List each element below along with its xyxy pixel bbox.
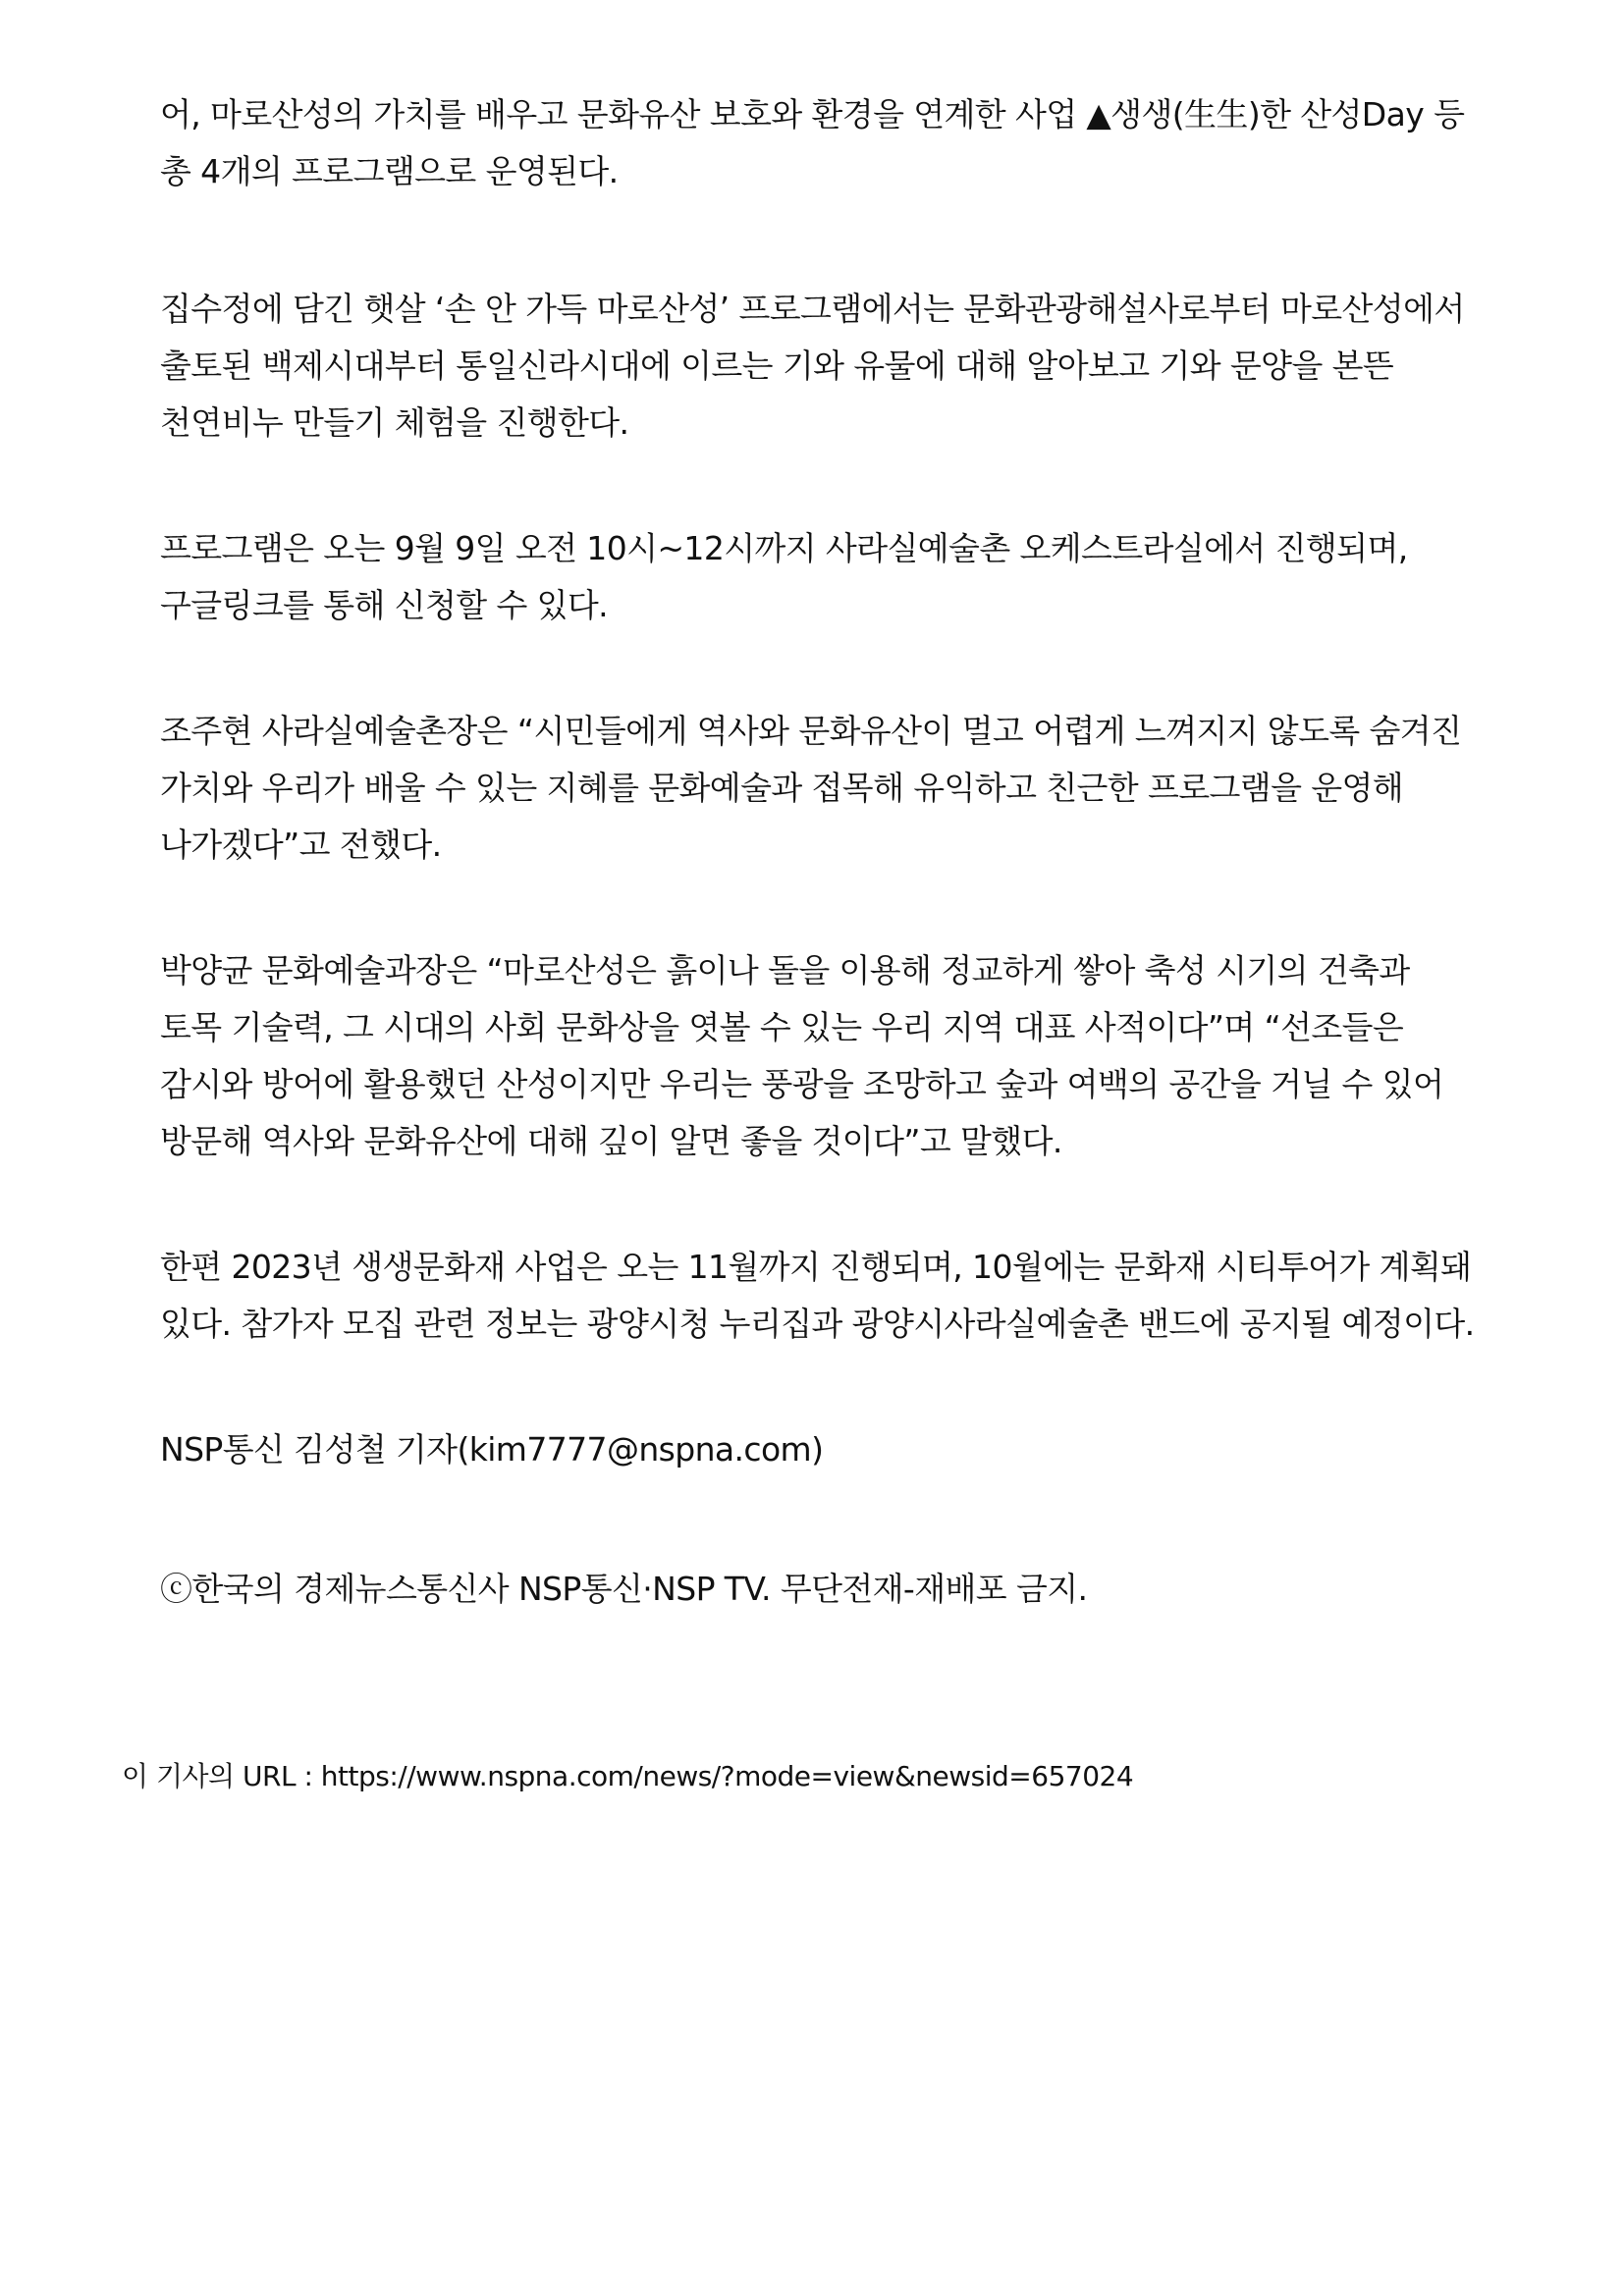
reporter-byline: NSP통신 김성철 기자(kim7777@nspna.com) <box>160 1430 824 1468</box>
url-label: 이 기사의 URL : <box>122 1760 313 1792</box>
article-paragraph: 프로그램은 오는 9월 9일 오전 10시~12시까지 사라실예술촌 오케스트라실에서 진행되며, 구글링크를 통해 신청할 수 있다. <box>160 529 1408 624</box>
article-paragraph: 박양균 문화예술과장은 “마로산성은 흙이나 돌을 이용해 정교하게 쌓아 축성 시기의 건축과 토목 기술력, 그 시대의 사회 문화상을 엿볼 수 있는 우리 지역 대표 사적이다”며 “선조들은 감시와 방어에 활용했던 산성이지만 우리는 풍광을 조망하고 숲과 여백의 공간을 거닐 수 있어 방문해 역사와 문화유산에 대해 깊이 알면 좋을 것이다”고 말했다. <box>160 951 1444 1160</box>
copyright-notice: ⓒ한국의 경제뉴스통신사 NSP통신·NSP TV. 무단전재-재배포 금지. <box>160 1570 1088 1608</box>
article-paragraph: 한편 2023년 생생문화재 사업은 오는 11월까지 진행되며, 10월에는 문화재 시티투어가 계획돼 있다. 참가자 모집 관련 정보는 광양시청 누리집과 광양시사라실예술촌 밴드에 공지될 예정이다. <box>160 1248 1475 1343</box>
article-paragraph: 조주현 사라실예술촌장은 “시민들에게 역사와 문화유산이 멀고 어렵게 느껴지지 않도록 숨겨진 가치와 우리가 배울 수 있는 지혜를 문화예술과 접목해 유익하고 친근한 프로그램을 운영해 나가겠다”고 전했다. <box>160 712 1462 864</box>
article-url-line <box>122 1757 1536 1796</box>
article-body <box>160 86 1476 1618</box>
article-paragraph: 어, 마로산성의 가치를 배우고 문화유산 보호와 환경을 연계한 사업 ▲생생(生生)한 산성Day 등 총 4개의 프로그램으로 운영된다. <box>160 95 1465 190</box>
article-url: https://www.nspna.com/news/?mode=view&newsid=657024 <box>320 1760 1134 1792</box>
article-paragraph: 집수정에 담긴 햇살 ‘손 안 가득 마로산성’ 프로그램에서는 문화관광해설사로부터 마로산성에서 출토된 백제시대부터 통일신라시대에 이르는 기와 유물에 대해 알아보고 기와 문양을 본뜬 천연비누 만들기 체험을 진행한다. <box>160 290 1465 442</box>
